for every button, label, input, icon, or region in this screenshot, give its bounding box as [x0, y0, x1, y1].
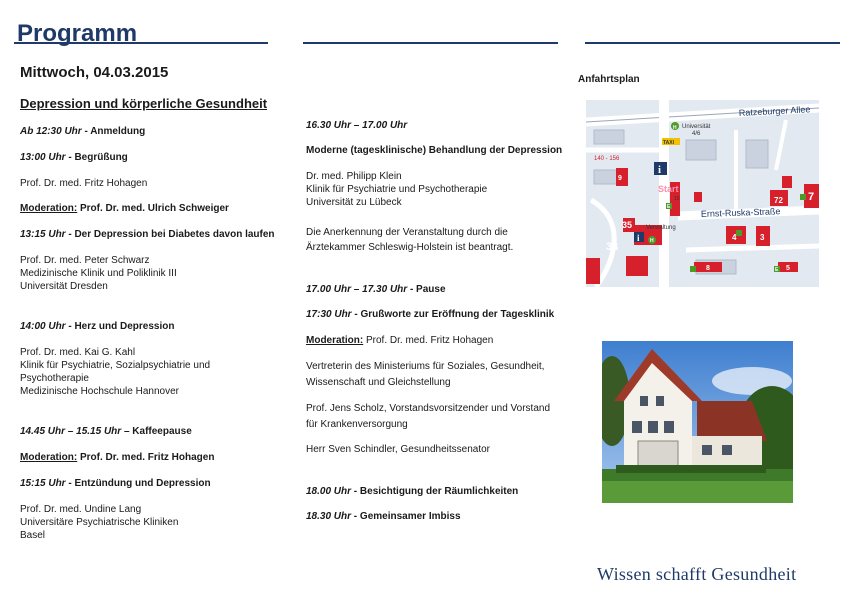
map-entrance-icon [690, 266, 696, 272]
map-entrance-icon [736, 230, 742, 236]
speaker-line: Prof. Jens Scholz, Vorstandsvorsitzender und Vorstand [306, 403, 551, 414]
map-street-label: Ernst-Ruska-Straße [700, 206, 781, 219]
agenda-label: – Kaffeepause [121, 426, 192, 437]
photo-window [722, 445, 732, 455]
moderation-name: Prof. Dr. med. Fritz Hohagen [77, 452, 215, 463]
map-label: H [650, 238, 654, 244]
map-label: 3 [760, 233, 765, 242]
speaker-line: Dr. med. Philipp Klein [306, 171, 402, 182]
agenda-time: 14.45 Uhr – 15.15 Uhr [20, 426, 122, 437]
agenda-item-entzuendung [20, 477, 211, 490]
speaker-affiliation: Wissenschaft und Gleichstellung [306, 377, 451, 388]
map-heading: Anfahrtsplan [578, 74, 640, 85]
map-label: 35 [622, 220, 633, 230]
page-title: Programm [17, 20, 138, 47]
agenda-item-kaffeepause [20, 425, 192, 438]
map-label: 5 [786, 265, 790, 272]
moderation-label: Moderation: [20, 203, 78, 214]
photo-window [664, 421, 674, 433]
agenda-label: - Besichtigung der Räumlichkeiten [351, 486, 519, 497]
map-building [694, 192, 702, 202]
agenda-time: 17:30 Uhr [306, 309, 352, 320]
agenda-item-imbiss [306, 510, 461, 523]
header-rule-right [585, 42, 840, 44]
accreditation-note: Die Anerkennung der Veranstaltung durch die [306, 227, 508, 238]
agenda-item-begruessung [20, 151, 128, 164]
map-label: 140 - 156 [594, 156, 620, 162]
agenda-time: 14:00 Uhr [20, 321, 66, 332]
moderation-line [306, 334, 493, 347]
map-label: TAXI [663, 140, 675, 146]
agenda-label: - Gemeinsamer Imbiss [351, 511, 461, 522]
building-photo [602, 341, 793, 503]
agenda-time: 18.30 Uhr [306, 511, 352, 522]
moderation-label: Moderation: [20, 452, 78, 463]
speaker-line: Vertreterin des Ministeriums für Soziales, Gesundheit, [306, 361, 545, 372]
photo-hedge [616, 465, 766, 473]
map-label: i [658, 164, 662, 176]
event-date: Mittwoch, 04.03.2015 [20, 64, 169, 81]
map-label: Verwaltung [646, 225, 676, 231]
agenda-time: 13:15 Uhr [20, 229, 66, 240]
agenda-item-diabetes [20, 228, 275, 241]
map-label-start: Start [658, 184, 679, 194]
agenda-item-pause [306, 283, 446, 296]
slogan: Wissen schafft Gesundheit [597, 564, 797, 584]
building-photo-drawing [602, 341, 793, 503]
map-label: H [673, 125, 677, 131]
photo-window [656, 396, 664, 406]
moderation-name: Prof. Dr. med. Ulrich Schweiger [77, 203, 229, 214]
agenda-label: - Begrüßung [65, 152, 128, 163]
moderation-line [20, 451, 214, 464]
campus-map [586, 100, 819, 287]
speaker-line: Prof. Dr. med. Fritz Hohagen [20, 178, 148, 189]
speaker-affiliation: Medizinische Hochschule Hannover [20, 386, 179, 397]
map-label: 8 [706, 265, 710, 272]
map-label: Universität [682, 124, 711, 130]
map-label: 7 [808, 191, 815, 203]
agenda-time: Ab 12:30 Uhr [20, 126, 82, 137]
agenda-time: 13:00 Uhr [20, 152, 66, 163]
speaker-affiliation: Universität Dresden [20, 281, 108, 292]
map-label: 9 [618, 175, 622, 182]
speaker-affiliation: Universität zu Lübeck [306, 197, 402, 208]
agenda-label: - Herz und Depression [65, 321, 175, 332]
photo-lawn [602, 481, 793, 503]
agenda-label: - Grußworte zur Eröffnung der Tagesklinik [351, 309, 555, 320]
map-building [594, 130, 624, 144]
agenda-label: - Anmeldung [81, 126, 146, 137]
speaker-affiliation: Klinik für Psychiatrie, Sozialpsychiatrie und [20, 360, 211, 371]
map-label: 72 [774, 196, 783, 205]
agenda-label: - Entzündung und Depression [65, 478, 211, 489]
photo-window [648, 421, 658, 433]
agenda-time: 16.30 Uhr – 17.00 Uhr [306, 120, 408, 131]
agenda-item-grussworte [306, 308, 554, 321]
map-building [746, 140, 768, 168]
map-entrance-icon [800, 194, 806, 200]
speaker-line: Prof. Dr. med. Kai G. Kahl [20, 347, 136, 358]
photo-window [640, 396, 648, 406]
speaker-affiliation: Psychotherapie [20, 373, 89, 384]
speaker-affiliation: Basel [20, 530, 46, 541]
map-label: i [637, 233, 640, 243]
agenda-item-anmeldung [20, 125, 145, 138]
speaker-affiliation: Medizinische Klinik und Poliklinik III [20, 268, 177, 279]
map-label: 4 [732, 233, 737, 242]
map-label: 34 [606, 241, 619, 253]
moderation-label: Moderation: [306, 335, 364, 346]
agenda-talk-title: Moderne (tagesklinische) Behandlung der Depression [306, 145, 563, 156]
speaker-line: Prof. Dr. med. Undine Lang [20, 504, 142, 515]
speaker-line: Herr Sven Schindler, Gesundheitssenator [306, 444, 490, 455]
agenda-label: - Der Depression bei Diabetes davon laufen [65, 229, 275, 240]
map-label: E [775, 267, 779, 273]
photo-window [702, 445, 712, 455]
photo-window [632, 421, 642, 433]
map-label: 4/6 [692, 131, 701, 137]
agenda-time: 18.00 Uhr [306, 486, 352, 497]
map-drawing [586, 100, 819, 287]
map-building [782, 176, 792, 188]
speaker-line: Prof. Dr. med. Peter Schwarz [20, 255, 150, 266]
map-building [686, 140, 716, 160]
map-label: E [667, 204, 671, 210]
speaker-affiliation: Universitäre Psychiatrische Kliniken [20, 517, 179, 528]
agenda-item-herz [20, 320, 174, 333]
agenda-time: 17.00 Uhr – 17.30 Uhr [306, 284, 408, 295]
agenda-label: - Pause [407, 284, 446, 295]
map-building [586, 258, 600, 284]
map-label: 15 [674, 196, 680, 202]
header-rule-middle [303, 42, 558, 44]
map-street-label: Ratzeburger Allee [738, 104, 811, 118]
speaker-affiliation: Klinik für Psychiatrie und Psychotherapie [306, 184, 488, 195]
agenda-time: 15:15 Uhr [20, 478, 66, 489]
moderation-line [20, 202, 229, 215]
agenda-item-besichtigung [306, 485, 518, 498]
map-building [626, 256, 648, 276]
accreditation-note: Ärztekammer Schleswig-Holstein ist beantragt. [306, 242, 514, 253]
section-title: Depression und körperliche Gesundheit [20, 96, 268, 111]
moderation-name: Prof. Dr. med. Fritz Hohagen [363, 335, 494, 346]
speaker-affiliation: für Krankenversorgung [306, 419, 408, 430]
